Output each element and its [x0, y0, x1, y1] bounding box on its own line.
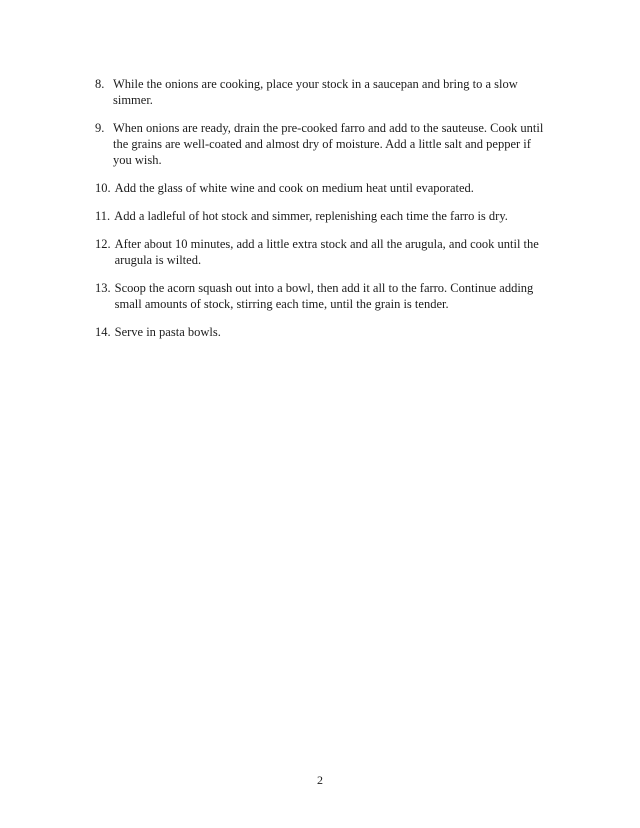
step-text: Serve in pasta bowls.: [114, 325, 221, 339]
step-text: Add a ladleful of hot stock and simmer, replenishing each time the farro is dry.: [114, 209, 508, 223]
step-text: Scoop the acorn squash out into a bowl, then add it all to the farro. Continue adding small amounts of stock, stirring each time, until the grain is tender.: [114, 281, 534, 311]
recipe-step: [95, 120, 547, 168]
step-number: 14.: [95, 325, 111, 339]
step-number: 8.: [95, 77, 105, 91]
step-number: 9.: [95, 121, 105, 135]
page-footer: [0, 772, 640, 788]
recipe-step: [95, 180, 547, 196]
step-text: Add the glass of white wine and cook on medium heat until evaporated.: [114, 181, 474, 195]
recipe-steps-list: [95, 76, 547, 352]
step-number: 12.: [95, 237, 111, 251]
step-number: 13.: [95, 281, 111, 295]
step-number: 11.: [95, 209, 111, 223]
recipe-step: [95, 236, 547, 268]
recipe-step: [95, 324, 547, 340]
page-number: 2: [317, 773, 323, 787]
step-text: While the onions are cooking, place your stock in a saucepan and bring to a slow simmer.: [113, 77, 518, 107]
step-number: 10.: [95, 181, 111, 195]
step-text: When onions are ready, drain the pre-cooked farro and add to the sauteuse. Cook until the grains are well-coated and almost dry of moisture. Add a little salt and pepper if you wish.: [113, 121, 544, 167]
step-text: After about 10 minutes, add a little extra stock and all the arugula, and cook until the arugula is wilted.: [114, 237, 539, 267]
recipe-step: [95, 280, 547, 312]
recipe-step: [95, 208, 547, 224]
recipe-step: [95, 76, 547, 108]
